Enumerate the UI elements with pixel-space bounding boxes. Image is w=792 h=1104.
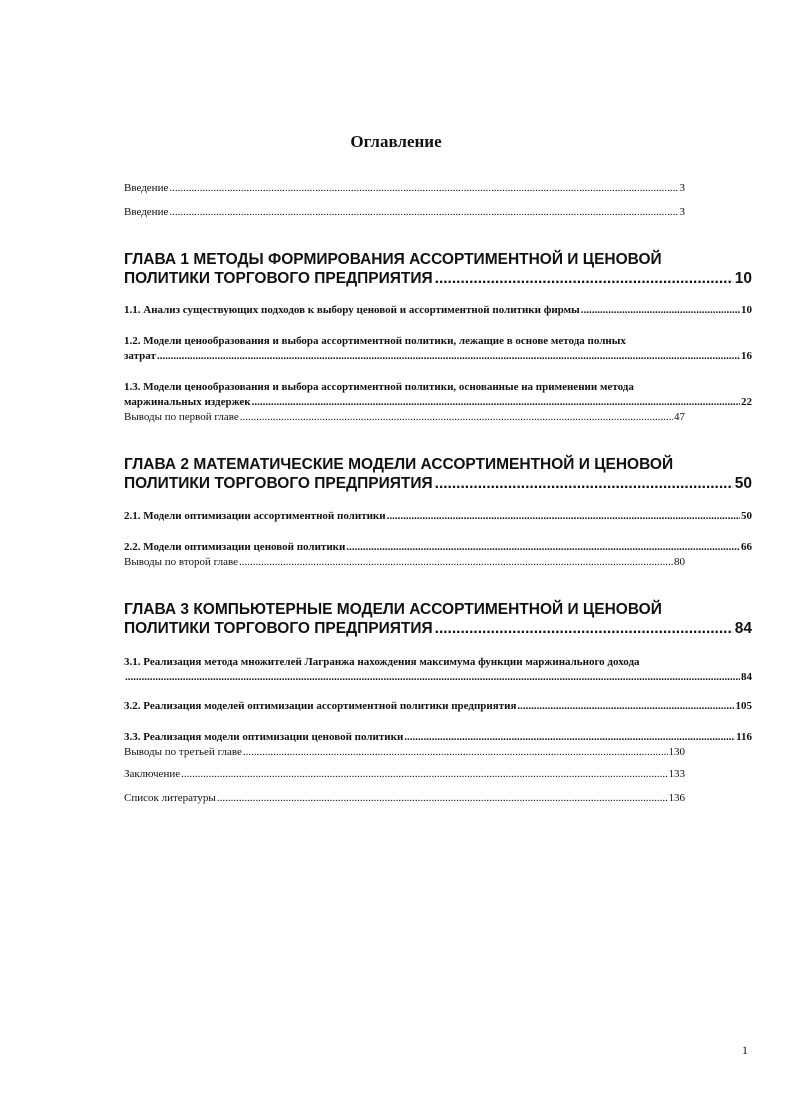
dot-leader [157,349,740,364]
toc-section-1-2[interactable] [124,334,752,364]
dot-leader [387,510,740,522]
toc-entry-page: 22 [741,396,752,408]
toc-section-1-3[interactable] [124,380,752,410]
dot-leader [435,619,733,638]
toc-entry-page: 3 [679,206,685,218]
dot-leader [181,768,667,780]
page-title: Оглавление [350,132,442,151]
toc-entry-label-cont: затрат [124,350,156,362]
toc-entry-page: 3 [679,182,685,194]
toc-entry-page: 84 [741,671,752,683]
dot-leader [217,792,668,804]
chapter-title-line1: ГЛАВА 1 МЕТОДЫ ФОРМИРОВАНИЯ АССОРТИМЕНТНОЙ И ЦЕНОВОЙ [124,251,662,268]
dot-leader [252,395,740,410]
toc-entry-label: 2.2. Модели оптимизации ценовой политики [124,541,346,553]
toc-chapter-3[interactable] [124,600,752,638]
dot-leader [169,206,678,218]
toc-conclusion-3[interactable] [124,746,685,758]
toc-entry-page: 130 [668,746,685,758]
toc-entry-label: Список литературы [124,792,216,804]
chapter-title-line1: ГЛАВА 3 КОМПЬЮТЕРНЫЕ МОДЕЛИ АССОРТИМЕНТНОЙ И ЦЕНОВОЙ [124,601,662,618]
toc-entry-page: 80 [674,556,685,568]
chapter-title-line2: ПОЛИТИКИ ТОРГОВОГО ПРЕДПРИЯТИЯ [124,620,433,637]
toc-entry-page: 105 [735,700,752,712]
toc-entry-page: 50 [741,510,752,522]
toc-entry-page: 136 [668,792,685,804]
toc-entry-page: 66 [741,541,752,553]
dot-leader [435,269,733,288]
dot-leader [239,556,673,568]
toc-entry-label: Выводы по второй главе [124,556,238,568]
dot-leader [240,411,673,423]
toc-entry-label-cont: маржинальных издержек [124,396,251,408]
toc-entry-label: 1.3. Модели ценообразования и выбора ассортиментной политики, основанные на применении метода [124,381,634,393]
toc-conclusion-1[interactable] [124,411,685,423]
toc-section-3-2[interactable] [124,700,752,712]
dot-leader [169,182,678,194]
toc-entry-page: 47 [674,411,685,423]
toc-entry-label: 1.2. Модели ценообразования и выбора ассортиментной политики, лежащие в основе метода полных [124,335,626,347]
chapter-page: 50 [734,475,752,492]
toc-section-2-1[interactable] [124,510,752,522]
toc-conclusion-2[interactable] [124,556,685,568]
toc-entry-page: 133 [668,768,685,780]
page-number: 1 [742,1043,748,1057]
toc-entry-label: 1.1. Анализ существующих подходов к выбору ценовой и ассортиментной политики фирмы [124,304,580,316]
toc-section-3-1[interactable] [124,655,752,685]
toc-chapter-2[interactable] [124,455,752,493]
dot-leader [243,746,668,758]
chapter-page: 10 [734,270,752,287]
toc-entry-label: 3.3. Реализация модели оптимизации ценовой политики [124,731,404,743]
toc-entry-label: Заключение [124,768,181,780]
toc-entry-page: 116 [736,731,752,743]
toc-entry-references[interactable] [124,792,685,804]
chapter-page: 84 [734,620,752,637]
toc-chapter-1[interactable] [124,250,752,288]
toc-entry-label: Введение [124,206,169,218]
dot-leader [125,670,740,685]
dot-leader [404,731,735,743]
dot-leader [517,700,734,712]
chapter-title-line2: ПОЛИТИКИ ТОРГОВОГО ПРЕДПРИЯТИЯ [124,475,433,492]
dot-leader [435,474,733,493]
dot-leader [346,541,740,553]
toc-entry-page: 16 [741,350,752,362]
toc-entry-label: 3.1. Реализация метода множителей Лагранжа нахождения максимума функции маржинального дохода [124,656,640,668]
toc-entry-label: 2.1. Модели оптимизации ассортиментной политики [124,510,386,522]
toc-entry-label: 3.2. Реализация моделей оптимизации ассортиментной политики предприятия [124,700,517,712]
toc-section-3-3[interactable] [124,731,752,743]
toc-entry-label: Введение [124,182,169,194]
dot-leader [581,304,740,316]
toc-section-2-2[interactable] [124,541,752,553]
toc-entry-conclusion[interactable] [124,768,685,780]
chapter-title-line1: ГЛАВА 2 МАТЕМАТИЧЕСКИЕ МОДЕЛИ АССОРТИМЕНТНОЙ И ЦЕНОВОЙ [124,456,674,473]
toc-entry-intro-2[interactable] [124,206,685,218]
toc-entry-label: Выводы по третьей главе [124,746,242,758]
toc-entry-label: Выводы по первой главе [124,411,239,423]
toc-entry-page: 10 [741,304,752,316]
toc-entry-intro-1[interactable] [124,182,685,194]
chapter-title-line2: ПОЛИТИКИ ТОРГОВОГО ПРЕДПРИЯТИЯ [124,270,433,287]
toc-section-1-1[interactable] [124,304,752,316]
